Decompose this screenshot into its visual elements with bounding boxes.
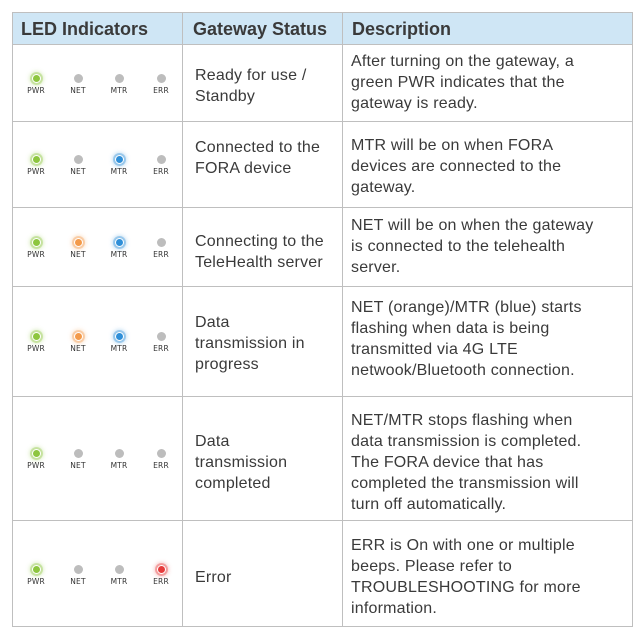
led-label: PWR bbox=[27, 167, 45, 176]
description-text-line: After turning on the gateway, a bbox=[351, 53, 574, 70]
description-text-line: TROUBLESHOOTING for more bbox=[351, 579, 581, 596]
status-text-line: Connecting to the bbox=[195, 233, 324, 250]
led-err bbox=[146, 449, 176, 470]
led-pwr bbox=[21, 332, 51, 353]
description-text-line: transmitted via 4G LTE bbox=[351, 341, 518, 358]
led-light-icon bbox=[115, 332, 124, 341]
led-pwr bbox=[21, 74, 51, 95]
status-text-line: Standby bbox=[195, 88, 256, 105]
description-text-line: completed the transmission will bbox=[351, 475, 579, 492]
led-light-icon bbox=[157, 565, 166, 574]
description-text-line: NET (orange)/MTR (blue) starts bbox=[351, 299, 582, 316]
led-label: NET bbox=[70, 344, 86, 353]
led-light-icon bbox=[74, 332, 83, 341]
led-label: MTR bbox=[110, 461, 128, 470]
description-cell bbox=[351, 135, 631, 198]
description-text-line: turn off automatically. bbox=[351, 496, 507, 513]
led-label: ERR bbox=[153, 577, 169, 586]
led-light-icon bbox=[157, 74, 166, 83]
led-light-icon bbox=[32, 449, 41, 458]
led-label: PWR bbox=[27, 250, 45, 259]
led-mtr bbox=[104, 449, 134, 470]
led-light-icon bbox=[115, 238, 124, 247]
description-text-line: green PWR indicates that the bbox=[351, 74, 565, 91]
led-status-table bbox=[12, 12, 633, 627]
table-row bbox=[13, 397, 632, 521]
led-label: PWR bbox=[27, 86, 45, 95]
led-light-icon bbox=[74, 238, 83, 247]
led-pwr bbox=[21, 155, 51, 176]
led-light-icon bbox=[115, 449, 124, 458]
led-pwr bbox=[21, 449, 51, 470]
led-err bbox=[146, 332, 176, 353]
led-pwr bbox=[21, 238, 51, 259]
led-net bbox=[63, 449, 93, 470]
led-label: ERR bbox=[153, 461, 169, 470]
description-text-line: information. bbox=[351, 600, 437, 617]
led-indicator-group bbox=[13, 122, 182, 207]
description-text-line: gateway is ready. bbox=[351, 95, 478, 112]
led-light-icon bbox=[157, 449, 166, 458]
description-text-line: data transmission is completed. bbox=[351, 433, 582, 450]
description-text-line: beeps. Please refer to bbox=[351, 558, 512, 575]
description-text-line: MTR will be on when FORA bbox=[351, 137, 554, 154]
led-mtr bbox=[104, 155, 134, 176]
status-text-line: Data bbox=[195, 314, 230, 331]
description-text-line: gateway. bbox=[351, 179, 416, 196]
led-mtr bbox=[104, 238, 134, 259]
description-text-line: netwook/Bluetooth connection. bbox=[351, 362, 575, 379]
led-label: MTR bbox=[110, 344, 128, 353]
led-label: ERR bbox=[153, 167, 169, 176]
table-row bbox=[13, 122, 632, 208]
led-light-icon bbox=[74, 155, 83, 164]
led-light-icon bbox=[115, 155, 124, 164]
header-gateway-status: Gateway Status bbox=[193, 19, 328, 39]
table-row bbox=[13, 521, 632, 628]
status-text-line: Data bbox=[195, 433, 230, 450]
led-label: ERR bbox=[153, 250, 169, 259]
led-label: ERR bbox=[153, 344, 169, 353]
gateway-status-cell bbox=[195, 312, 345, 375]
led-light-icon bbox=[157, 332, 166, 341]
table-row bbox=[13, 45, 632, 122]
description-cell bbox=[351, 297, 631, 381]
status-text-line: progress bbox=[195, 356, 259, 373]
led-mtr bbox=[104, 332, 134, 353]
led-light-icon bbox=[32, 74, 41, 83]
description-text-line: flashing when data is being bbox=[351, 320, 550, 337]
led-err bbox=[146, 74, 176, 95]
status-text-line: FORA device bbox=[195, 160, 292, 177]
led-err bbox=[146, 238, 176, 259]
led-light-icon bbox=[157, 155, 166, 164]
gateway-status-cell bbox=[195, 567, 345, 588]
led-label: NET bbox=[70, 577, 86, 586]
status-text-line: Connected to the bbox=[195, 139, 321, 156]
led-label: MTR bbox=[110, 250, 128, 259]
gateway-status-cell bbox=[195, 431, 345, 494]
led-indicator-group bbox=[13, 521, 182, 628]
status-text-line: transmission bbox=[195, 454, 288, 471]
led-label: NET bbox=[70, 167, 86, 176]
led-light-icon bbox=[115, 565, 124, 574]
led-light-icon bbox=[115, 74, 124, 83]
description-cell bbox=[351, 51, 631, 114]
led-err bbox=[146, 565, 176, 586]
table-header bbox=[13, 13, 632, 45]
led-err bbox=[146, 155, 176, 176]
description-text-line: server. bbox=[351, 259, 401, 276]
led-label: PWR bbox=[27, 344, 45, 353]
status-text-line: Error bbox=[195, 569, 232, 586]
led-label: PWR bbox=[27, 461, 45, 470]
led-label: MTR bbox=[110, 167, 128, 176]
led-indicator-group bbox=[13, 45, 182, 121]
led-label: ERR bbox=[153, 86, 169, 95]
header-led-indicators: LED Indicators bbox=[21, 19, 149, 39]
led-light-icon bbox=[32, 332, 41, 341]
header-description: Description bbox=[352, 19, 452, 39]
led-light-icon bbox=[74, 565, 83, 574]
led-light-icon bbox=[32, 238, 41, 247]
gateway-status-cell bbox=[195, 137, 345, 179]
description-cell bbox=[351, 535, 631, 619]
status-text-line: completed bbox=[195, 475, 271, 492]
led-label: NET bbox=[70, 86, 86, 95]
status-text-line: Ready for use / bbox=[195, 67, 307, 84]
led-label: NET bbox=[70, 461, 86, 470]
status-text-line: transmission in bbox=[195, 335, 305, 352]
description-text-line: NET/MTR stops flashing when bbox=[351, 412, 573, 429]
led-indicator-group bbox=[13, 208, 182, 286]
description-text-line: NET will be on when the gateway bbox=[351, 217, 594, 234]
led-label: PWR bbox=[27, 577, 45, 586]
gateway-status-cell bbox=[195, 65, 345, 107]
table-row bbox=[13, 208, 632, 287]
led-light-icon bbox=[32, 155, 41, 164]
led-indicator-group bbox=[13, 397, 182, 520]
led-indicator-group bbox=[13, 287, 182, 396]
description-text-line: ERR is On with one or multiple bbox=[351, 537, 575, 554]
led-label: NET bbox=[70, 250, 86, 259]
gateway-status-cell bbox=[195, 231, 345, 273]
led-net bbox=[63, 155, 93, 176]
description-cell bbox=[351, 215, 631, 278]
led-label: MTR bbox=[110, 577, 128, 586]
description-text-line: devices are connected to the bbox=[351, 158, 562, 175]
led-net bbox=[63, 565, 93, 586]
description-text-line: The FORA device that has bbox=[351, 454, 544, 471]
led-mtr bbox=[104, 565, 134, 586]
led-net bbox=[63, 332, 93, 353]
led-light-icon bbox=[157, 238, 166, 247]
led-net bbox=[63, 238, 93, 259]
description-text-line: is connected to the telehealth bbox=[351, 238, 566, 255]
led-label: MTR bbox=[110, 86, 128, 95]
led-light-icon bbox=[74, 449, 83, 458]
led-net bbox=[63, 74, 93, 95]
led-light-icon bbox=[74, 74, 83, 83]
table-row bbox=[13, 287, 632, 397]
status-text-line: TeleHealth server bbox=[195, 254, 323, 271]
description-cell bbox=[351, 410, 631, 515]
led-light-icon bbox=[32, 565, 41, 574]
led-mtr bbox=[104, 74, 134, 95]
led-pwr bbox=[21, 565, 51, 586]
